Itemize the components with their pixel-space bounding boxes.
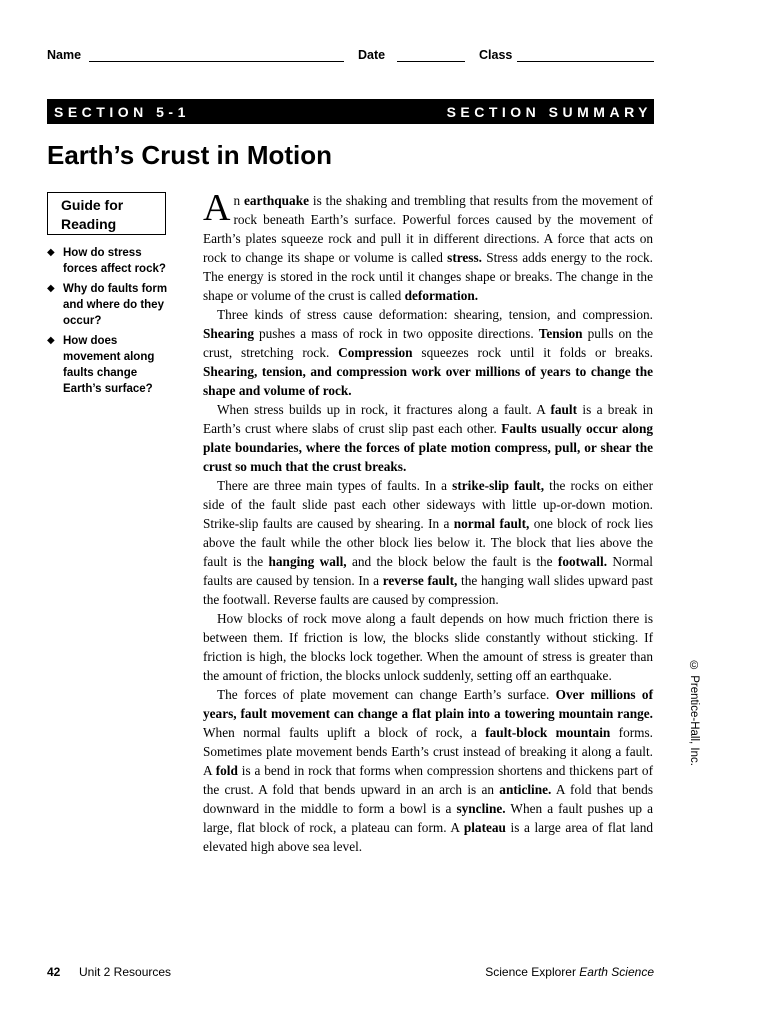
key-term: fault-block mountain [485, 725, 611, 740]
key-term: anticline. [499, 782, 552, 797]
text-run: the hanging wall slides upward past the footwall. Reverse faults are caused by compression. [203, 573, 653, 607]
key-term: stress. [447, 250, 482, 265]
key-term: Tension [538, 326, 583, 341]
text-run: forms. Sometimes plate movement bends Earth’s crust instead of breaking it along a fault. A [203, 725, 654, 778]
text-run: How blocks of rock move along a fault depends on how much friction there is between them. If friction is low, the blocks slide constantly without sticking. If friction is high, the blocks lock together. When the amount of stress is greater than the amount of friction, the blocks unlock suddenly, setting off an earthquake. [203, 611, 653, 683]
text-run: is the shaking and trembling that results from the movement of rock beneath Earth’s surface. Powerful forces caused by the movement of Earth’s plates squeeze rock and pull it in different directions. A force that acts on rock to change its shape or volume is called [203, 193, 653, 265]
key-term: normal fault, [453, 516, 530, 531]
key-term: strike-slip fault, [452, 478, 545, 493]
text-run: Normal faults are caused by tension. In a [203, 554, 653, 588]
paragraph-stress-types [203, 305, 653, 400]
guide-title-line2: Reading [61, 216, 117, 232]
copyright-note: © Prentice-Hall, Inc. [688, 660, 700, 766]
paragraph-surface-change [203, 685, 653, 856]
text-run: is a large area of flat land elevated high above sea level. [203, 820, 653, 854]
key-term: fault [550, 402, 578, 417]
text-run: the rocks on either side of the fault slide past each other sideways with little up-or-down motion. Strike-slip faults are caused by shearing. In a [203, 478, 653, 531]
key-term: syncline. [456, 801, 506, 816]
key-term: fold [215, 763, 238, 778]
text-run: and the block below the fault is the [346, 554, 558, 569]
diamond-bullet-icon: ◆ [47, 283, 55, 294]
guide-question [47, 333, 177, 397]
text-run: is a bend in rock that forms when compression shortens and thickens part of the crust. A fold that bends upward in an arch is an [203, 763, 653, 797]
text-run: There are three main types of faults. In a [217, 478, 453, 493]
section-banner [47, 99, 654, 124]
guide-for-reading-box [47, 192, 166, 235]
resource-label: Unit 2 Resources [79, 965, 172, 979]
key-term: plateau [463, 820, 506, 835]
name-field-line[interactable] [89, 61, 344, 62]
guide-question-text: Why do faults form and where do they occur? [63, 283, 168, 327]
text-run: Stress adds energy to the rock. The energy is stored in the rock until it changes shape or breaks. The change in the shape or volume of the crust is called [203, 250, 654, 303]
summary-body [203, 187, 654, 856]
paragraph-earthquake-stress [203, 187, 654, 305]
guide-question-text: How do stress forces affect rock? [63, 247, 166, 275]
key-term: Faults usually occur along plate boundaries, where the forces of plate motion compress, pull, or shear the crust so much that the crust breaks. [203, 421, 653, 474]
page-title: Earth’s Crust in Motion [47, 140, 333, 170]
key-term: Compression [338, 345, 413, 360]
text-run: pulls on the crust, stretching rock. [203, 326, 654, 360]
date-field-line[interactable] [397, 61, 465, 62]
key-term: Over millions of years, fault movement can change a flat plain into a towering mountain range. [203, 687, 654, 721]
paragraph-faults [203, 400, 653, 476]
guide-question [47, 281, 177, 329]
section-number: SECTION 5-1 [54, 104, 190, 120]
key-term: hanging wall, [268, 554, 347, 569]
key-term: footwall. [557, 554, 608, 569]
key-term: deformation. [404, 288, 479, 303]
paragraph-friction [203, 609, 653, 685]
book-subject: Earth Science [579, 965, 654, 979]
section-summary-label: SECTION SUMMARY [446, 104, 652, 120]
key-term: Shearing [203, 326, 254, 341]
guide-question [47, 245, 177, 277]
diamond-bullet-icon: ◆ [47, 335, 55, 346]
key-term: reverse fault, [382, 573, 458, 588]
class-field-line[interactable] [517, 61, 654, 62]
book-title [485, 965, 654, 979]
date-label: Date [358, 48, 386, 62]
series-name: Science Explorer [485, 965, 580, 979]
page-number: 42 [47, 965, 61, 979]
text-run: is a break in Earth’s crust where slabs of crust slip past each other. [203, 402, 653, 436]
text-run: When a fault pushes up a large, flat block of rock, a plateau can form. A [203, 801, 653, 835]
guide-title-line1: Guide for [61, 197, 124, 213]
text-run: n [233, 193, 244, 208]
text-run: pushes a mass of rock in two opposite directions. [253, 326, 539, 341]
text-run: A fold that bends downward in the middle to form a bowl is a [203, 782, 653, 816]
diamond-bullet-icon: ◆ [47, 247, 55, 258]
key-term: earthquake [243, 193, 309, 208]
text-run: When normal faults uplift a block of rock, a [203, 725, 486, 740]
text-run: squeezes rock until it folds or breaks. [412, 345, 653, 360]
text-run: When stress builds up in rock, it fractures along a fault. A [217, 402, 551, 417]
key-term: Shearing, tension, and compression work over millions of years to change the shape and volume of rock. [203, 364, 653, 398]
class-label: Class [479, 48, 513, 62]
guide-questions-list [47, 245, 177, 401]
page-footer [47, 965, 654, 981]
guide-question-text: How does movement along faults change Earth’s surface? [63, 335, 155, 395]
student-info-header [47, 48, 655, 68]
paragraph-fault-types [203, 476, 653, 609]
text-run: one block of rock lies above the fault while the other block lies below it. The block that lies above the fault is the [203, 516, 654, 569]
text-run: The forces of plate movement can change Earth’s surface. [217, 687, 556, 702]
drop-cap: A [203, 187, 231, 229]
text-run: Three kinds of stress cause deformation: shearing, tension, and compression. [217, 307, 653, 322]
name-label: Name [47, 48, 82, 62]
